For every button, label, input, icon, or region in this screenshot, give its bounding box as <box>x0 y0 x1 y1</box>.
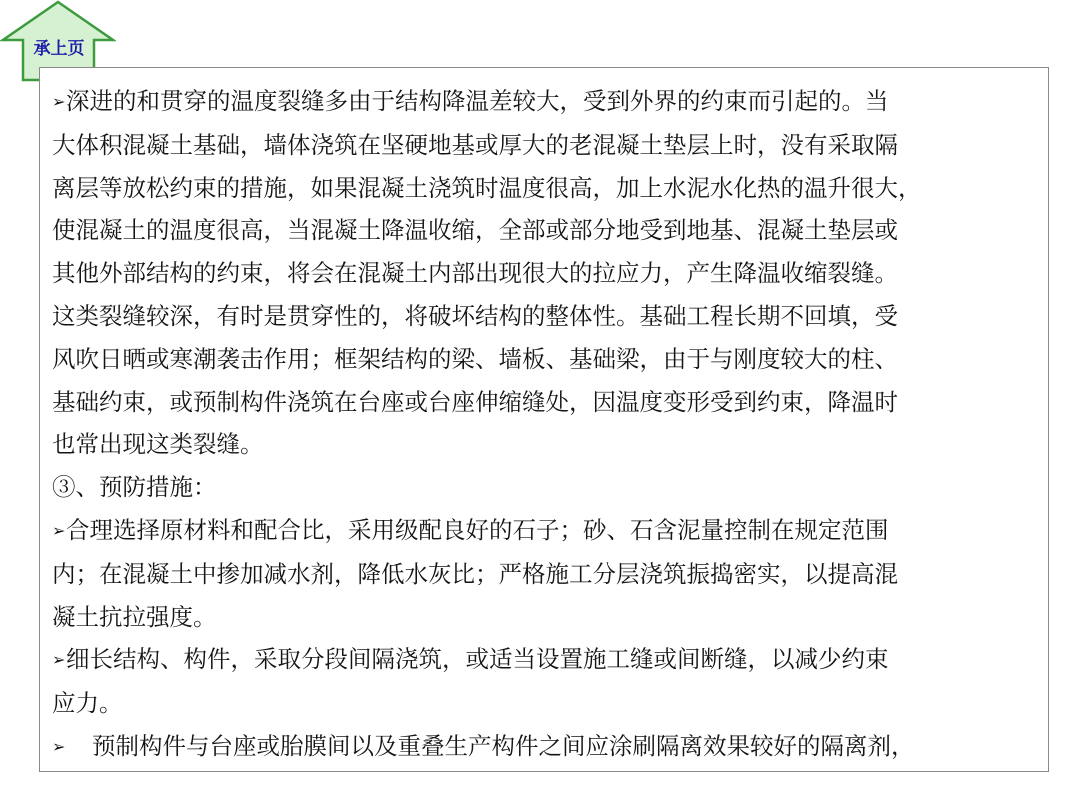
bullet-arrow-icon: ➢ <box>52 736 66 756</box>
text-line <box>52 80 1040 124</box>
line-text: 细长结构、构件，采取分段间隔浇筑，或适当设置施工缝或间断缝，以减少约束 <box>66 645 889 674</box>
text-line <box>52 466 1040 509</box>
line-text: 预制构件与台座或胎膜间以及重叠生产构件之间应涂刷隔离效果较好的隔离剂， <box>92 731 915 760</box>
line-text: 其他外部结构的约束，将会在混凝土内部出现很大的拉应力，产生降温收缩裂缝。 <box>52 259 898 288</box>
content-box <box>39 67 1049 772</box>
text-line <box>52 638 1040 682</box>
line-text: 风吹日晒或寒潮袭击作用；框架结构的梁、墙板、基础梁，由于与刚度较大的柱、 <box>52 344 898 373</box>
line-text: 也常出现这类裂缝。 <box>52 430 264 459</box>
line-text: 应力。 <box>52 689 123 718</box>
line-text: 基础约束，或预制构件浇筑在台座或台座伸缩缝处，因温度变形受到约束，降温时 <box>52 387 898 416</box>
text-line <box>52 423 1040 466</box>
line-text: 合理选择原材料和配合比，采用级配良好的石子；砂、石含泥量控制在规定范围 <box>66 515 889 544</box>
text-line <box>52 725 1040 769</box>
bullet-arrow-icon: ➢ <box>52 650 66 670</box>
text-line <box>52 252 1040 295</box>
line-text: ③、预防措施： <box>52 473 217 502</box>
text-line <box>52 295 1040 338</box>
line-text: 使混凝土的温度很高，当混凝土降温收缩，全部或部分地受到地基、混凝土垫层或 <box>52 216 898 245</box>
text-line <box>52 167 1040 210</box>
line-text: 离层等放松约束的措施，如果混凝土浇筑时温度很高，加上水泥水化热的温升很大， <box>52 173 922 202</box>
text-line <box>52 596 1040 639</box>
line-text: 大体积混凝土基础，墙体浇筑在坚硬地基或厚大的老混凝土垫层上时，没有采取隔 <box>52 130 898 159</box>
line-text: 凝土抗拉强度。 <box>52 602 217 631</box>
line-text: 深进的和贯穿的温度裂缝多由于结构降温差较大，受到外界的约束而引起的。当 <box>66 87 889 115</box>
text-lines <box>52 80 1040 769</box>
text-line <box>52 682 1040 725</box>
text-line <box>52 209 1040 252</box>
line-text: 这类裂缝较深，有时是贯穿性的，将破坏结构的整体性。基础工程长期不回填，受 <box>52 301 898 330</box>
text-line <box>52 338 1040 381</box>
badge-label: 承上页 <box>33 39 85 59</box>
bullet-arrow-icon: ➢ <box>52 92 66 111</box>
text-line <box>52 381 1040 424</box>
bullet-arrow-icon: ➢ <box>52 520 66 540</box>
line-text: 内；在混凝土中掺加减水剂，降低水灰比；严格施工分层浇筑振捣密实，以提高混 <box>52 559 898 588</box>
text-line <box>52 124 1040 167</box>
text-line <box>52 509 1040 553</box>
text-line <box>52 553 1040 596</box>
